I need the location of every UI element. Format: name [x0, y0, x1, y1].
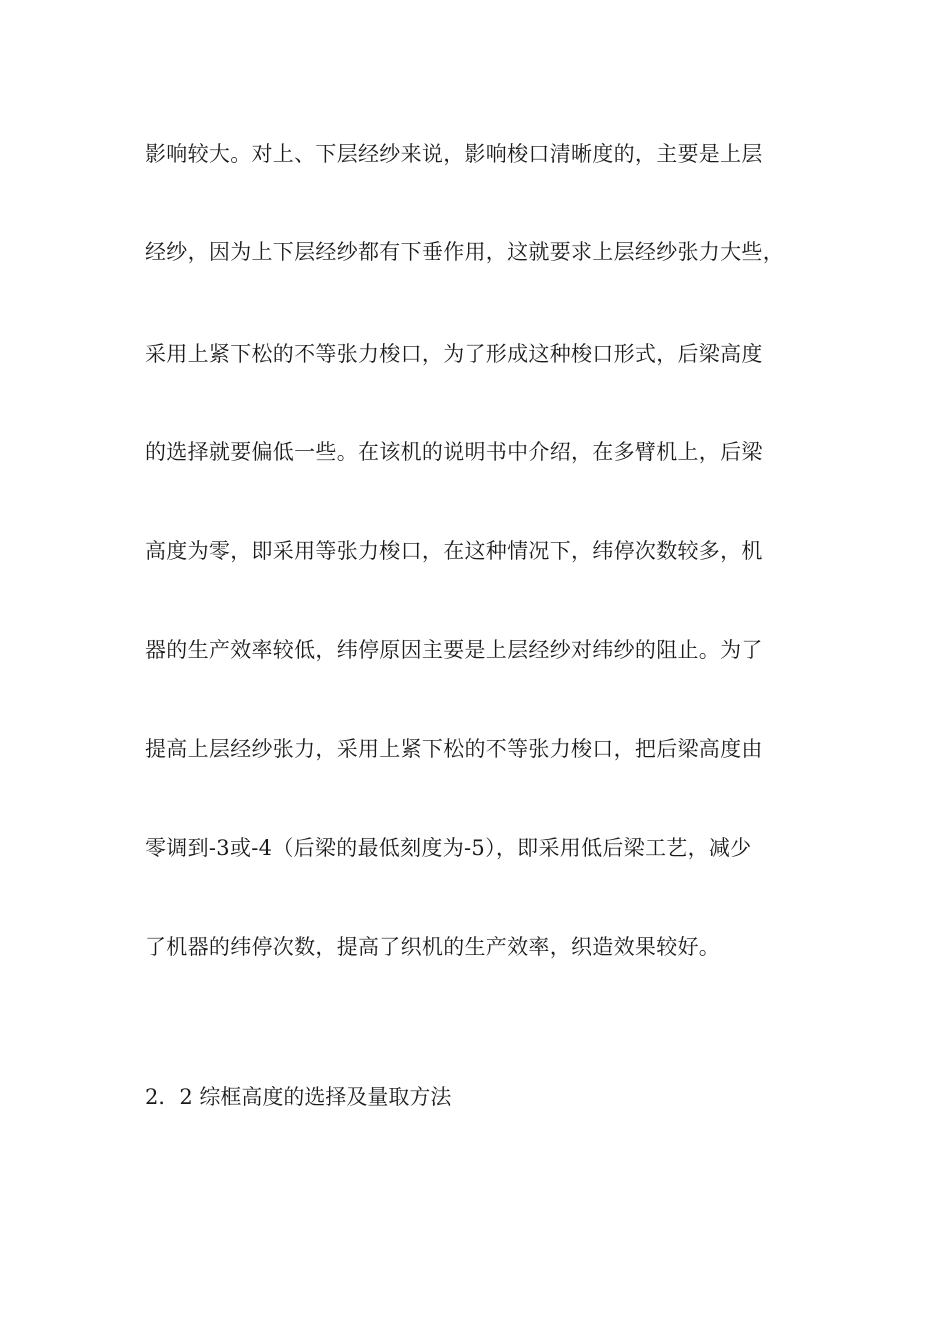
section-heading: 2．2 综框高度的选择及量取方法	[145, 1085, 452, 1109]
body-line-9: 了机器的纬停次数，提高了织机的生产效率，织造效果较好。	[145, 935, 721, 959]
body-line-1: 影响较大。对上、下层经纱来说，影响梭口清晰度的，主要是上层	[145, 142, 763, 166]
body-line-5: 高度为零，即采用等张力梭口，在这种情况下，纬停次数较多，机	[145, 539, 763, 563]
body-line-7: 提高上层经纱张力，采用上紧下松的不等张力梭口，把后梁高度由	[145, 737, 763, 761]
body-line-2: 经纱，因为上下层经纱都有下垂作用，这就要求上层经纱张力大些，	[145, 240, 784, 264]
body-line-4: 的选择就要偏低一些。在该机的说明书中介绍，在多臂机上，后梁	[145, 440, 763, 464]
body-line-6: 器的生产效率较低，纬停原因主要是上层经纱对纬纱的阻止。为了	[145, 638, 763, 662]
body-line-8: 零调到-3或-4（后梁的最低刻度为-5），即采用低后梁工艺，减少	[145, 836, 752, 860]
body-line-3: 采用上紧下松的不等张力梭口，为了形成这种梭口形式，后梁高度	[145, 342, 763, 366]
